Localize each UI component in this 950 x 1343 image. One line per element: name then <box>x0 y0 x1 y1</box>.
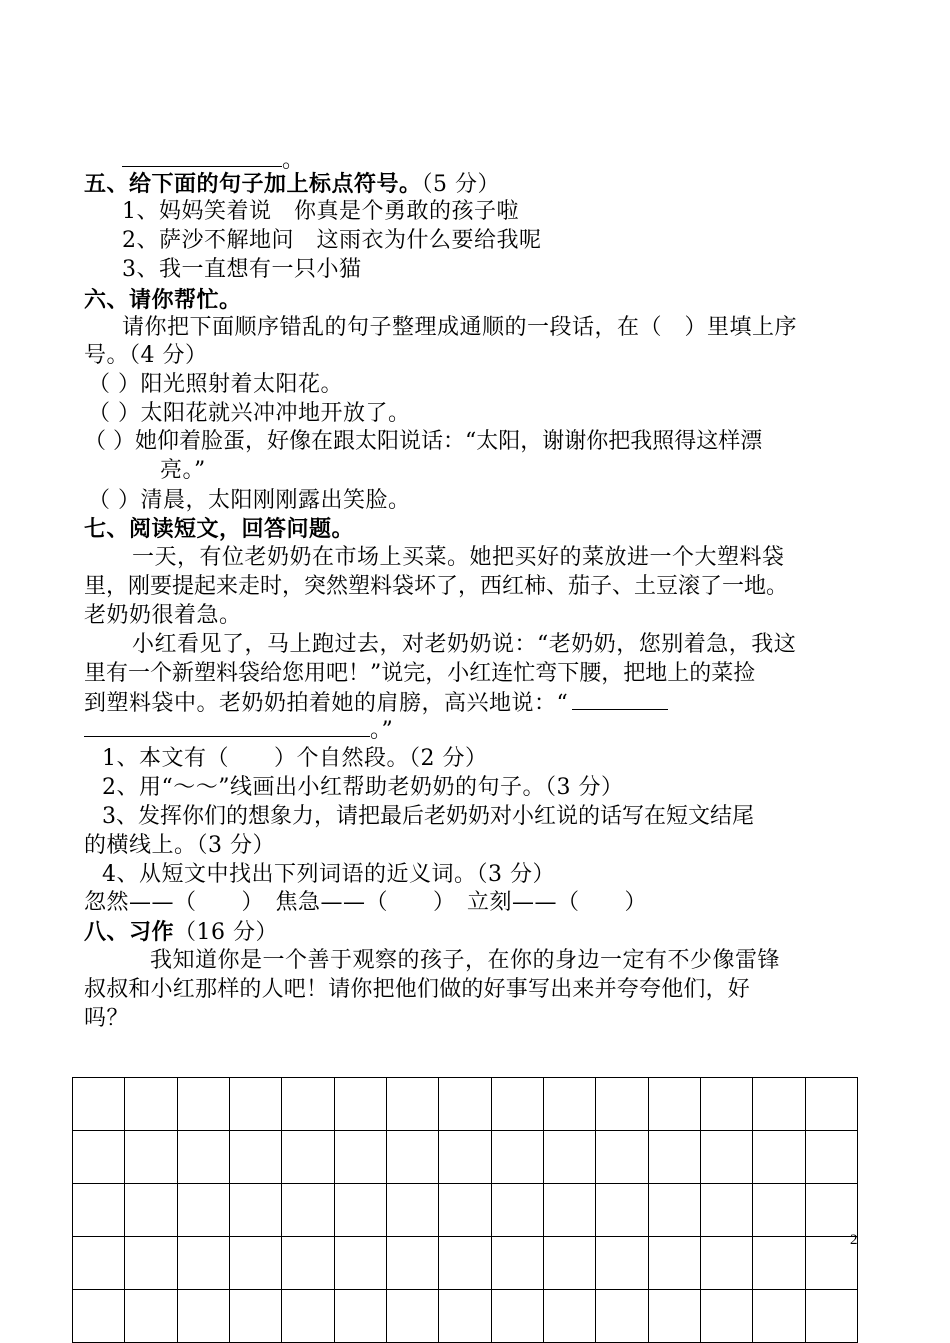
question-4-words: 忽然——（ ） 焦急——（ ） 立刻——（ ） <box>84 890 648 915</box>
section7-title: 七、阅读短文，回答问题。 <box>84 516 355 542</box>
section6-item-1: （ ）阳光照射着太阳花。 <box>88 372 343 397</box>
grid-cell[interactable] <box>492 1131 544 1184</box>
grid-cell[interactable] <box>439 1078 491 1131</box>
passage-p2-end-text: 。” <box>370 718 394 743</box>
grid-cell[interactable] <box>544 1131 596 1184</box>
grid-cell[interactable] <box>701 1290 753 1343</box>
question-3-line1: 3、发挥你们的想象力，请把最后老奶奶对小红说的话写在短文结尾 <box>102 804 754 829</box>
writing-grid[interactable] <box>72 1077 858 1343</box>
grid-cell[interactable] <box>544 1237 596 1290</box>
grid-cell[interactable] <box>439 1131 491 1184</box>
grid-cell[interactable] <box>701 1078 753 1131</box>
grid-cell[interactable] <box>282 1078 334 1131</box>
grid-cell[interactable] <box>125 1290 177 1343</box>
grid-cell[interactable] <box>335 1237 387 1290</box>
section6-instruction-line1: 请你把下面顺序错乱的句子整理成通顺的一段话，在（ ）里填上序 <box>122 315 798 340</box>
section6-item-3-cont: 亮。” <box>160 458 206 483</box>
grid-cell[interactable] <box>544 1290 596 1343</box>
section6-title: 六、请你帮忙。 <box>84 287 242 313</box>
passage-p2-line3 <box>84 689 864 718</box>
section8-title: 八、习作 <box>84 919 175 945</box>
grid-cell[interactable] <box>492 1290 544 1343</box>
grid-cell[interactable] <box>649 1237 701 1290</box>
grid-cell[interactable] <box>806 1131 858 1184</box>
grid-cell[interactable] <box>178 1131 230 1184</box>
grid-cell[interactable] <box>596 1131 648 1184</box>
grid-cell[interactable] <box>806 1078 858 1131</box>
grid-cell[interactable] <box>178 1290 230 1343</box>
grid-cell[interactable] <box>282 1290 334 1343</box>
grid-cell[interactable] <box>73 1290 125 1343</box>
grid-cell[interactable] <box>649 1078 701 1131</box>
grid-cell[interactable] <box>230 1237 282 1290</box>
passage-p1-line3: 老奶奶很着急。 <box>84 603 242 628</box>
quote-blank-2[interactable] <box>84 716 370 737</box>
grid-cell[interactable] <box>387 1078 439 1131</box>
grid-cell[interactable] <box>73 1184 125 1237</box>
section5-title: 五、给下面的句子加上标点符号。 <box>84 171 422 197</box>
grid-cell[interactable] <box>439 1184 491 1237</box>
grid-cell[interactable] <box>73 1078 125 1131</box>
grid-cell[interactable] <box>125 1184 177 1237</box>
grid-cell[interactable] <box>806 1184 858 1237</box>
section5-score: （5 分） <box>421 172 501 197</box>
question-2: 2、用“～～”线画出小红帮助老奶奶的句子。（3 分） <box>102 775 624 800</box>
question-3-line2: 的横线上。（3 分） <box>84 833 275 858</box>
grid-cell[interactable] <box>596 1290 648 1343</box>
grid-cell[interactable] <box>335 1290 387 1343</box>
section8-score: （16 分） <box>174 920 279 945</box>
section5-item-1: 1、妈妈笑着说 你真是个勇敢的孩子啦 <box>122 199 519 224</box>
lead-fragment: 。 <box>282 148 305 173</box>
passage-p2-line3-text: 到塑料袋中。老奶奶拍着她的肩膀，高兴地说：“ <box>84 691 569 716</box>
grid-cell[interactable] <box>387 1290 439 1343</box>
page-number: 2 <box>850 1232 858 1248</box>
section8-prompt-line3: 吗？ <box>84 1006 130 1031</box>
passage-p2-end <box>84 716 864 745</box>
grid-cell[interactable] <box>649 1131 701 1184</box>
grid-cell[interactable] <box>492 1078 544 1131</box>
grid-cell[interactable] <box>596 1184 648 1237</box>
grid-cell[interactable] <box>387 1131 439 1184</box>
section8-heading <box>84 918 864 947</box>
section8-prompt-line1: 我知道你是一个善于观察的孩子，在你的身边一定有不少像雷锋 <box>150 948 781 973</box>
passage-p2-line1: 小红看见了，马上跑过去，对老奶奶说：“老奶奶，您别着急，我这 <box>132 632 797 657</box>
section5-item-2: 2、萨沙不解地问 这雨衣为什么要给我呢 <box>122 228 542 253</box>
grid-cell[interactable] <box>282 1184 334 1237</box>
grid-cell[interactable] <box>439 1290 491 1343</box>
section6-instruction-line2: 号。（4 分） <box>84 343 208 368</box>
grid-cell[interactable] <box>753 1078 805 1131</box>
quote-blank-1[interactable] <box>572 689 668 710</box>
section5-heading <box>84 170 864 199</box>
question-4: 4、从短文中找出下列词语的近义词。（3 分） <box>102 862 555 887</box>
grid-cell[interactable] <box>73 1237 125 1290</box>
grid-cell[interactable] <box>596 1078 648 1131</box>
passage-p2-line2: 里有一个新塑料袋给您用吧！”说完，小红连忙弯下腰，把地上的菜捡 <box>84 661 756 686</box>
grid-cell[interactable] <box>230 1290 282 1343</box>
grid-cell[interactable] <box>178 1237 230 1290</box>
grid-cell[interactable] <box>282 1131 334 1184</box>
grid-cell[interactable] <box>753 1184 805 1237</box>
grid-cell[interactable] <box>806 1290 858 1343</box>
grid-cell[interactable] <box>701 1131 753 1184</box>
grid-cell[interactable] <box>335 1184 387 1237</box>
grid-cell[interactable] <box>282 1237 334 1290</box>
grid-cell[interactable] <box>125 1078 177 1131</box>
section8-prompt-line2: 叔叔和小红那样的人吧！请你把他们做的好事写出来并夸夸他们，好 <box>84 977 751 1002</box>
grid-cell[interactable] <box>492 1184 544 1237</box>
section6-item-2: （ ）太阳花就兴冲冲地开放了。 <box>88 401 411 426</box>
grid-cell[interactable] <box>178 1184 230 1237</box>
grid-cell[interactable] <box>335 1078 387 1131</box>
grid-cell[interactable] <box>753 1290 805 1343</box>
answer-blank[interactable] <box>122 146 282 167</box>
grid-cell[interactable] <box>230 1184 282 1237</box>
grid-cell[interactable] <box>125 1131 177 1184</box>
grid-cell[interactable] <box>596 1237 648 1290</box>
grid-cell[interactable] <box>753 1131 805 1184</box>
grid-cell[interactable] <box>701 1237 753 1290</box>
grid-cell[interactable] <box>73 1131 125 1184</box>
section6-item-4: （ ）清晨，太阳刚刚露出笑脸。 <box>88 488 411 513</box>
grid-cell[interactable] <box>230 1078 282 1131</box>
section6-item-3: （ ）她仰着脸蛋，好像在跟太阳说话：“太阳，谢谢你把我照得这样漂 <box>84 429 763 454</box>
grid-cell[interactable] <box>544 1078 596 1131</box>
grid-cell[interactable] <box>649 1290 701 1343</box>
grid-cell[interactable] <box>335 1131 387 1184</box>
passage-p1-line1: 一天，有位老奶奶在市场上买菜。她把买好的菜放进一个大塑料袋 <box>132 545 785 570</box>
grid-cell[interactable] <box>178 1078 230 1131</box>
grid-cell[interactable] <box>439 1237 491 1290</box>
grid-cell[interactable] <box>125 1237 177 1290</box>
grid-cell[interactable] <box>753 1237 805 1290</box>
grid-cell[interactable] <box>701 1184 753 1237</box>
grid-cell[interactable] <box>387 1237 439 1290</box>
grid-cell[interactable] <box>230 1131 282 1184</box>
section5-item-3: 3、我一直想有一只小猫 <box>122 257 362 282</box>
grid-cell[interactable] <box>387 1184 439 1237</box>
question-1: 1、本文有（ ）个自然段。（2 分） <box>102 746 488 771</box>
grid-cell[interactable] <box>492 1237 544 1290</box>
passage-p1-line2: 里，刚要提起来走时，突然塑料袋坏了，西红柿、茄子、土豆滚了一地。 <box>84 574 789 599</box>
grid-cell[interactable] <box>649 1184 701 1237</box>
grid-cell[interactable] <box>544 1184 596 1237</box>
